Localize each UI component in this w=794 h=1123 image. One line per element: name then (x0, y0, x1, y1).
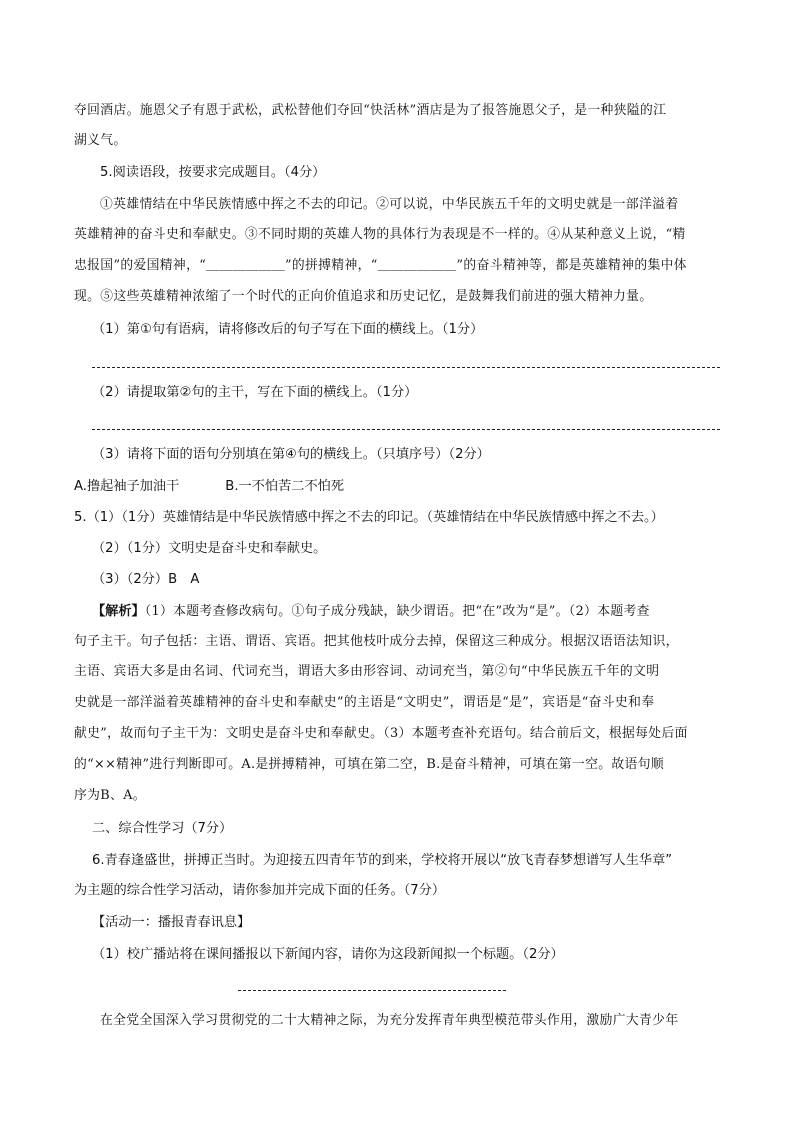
question-6-intro: 6.青春逢盛世，拼搏正当时。为迎接五四青年节的到来，学校将开展以“放飞青春梦想谱写人生华章” (92, 853, 673, 868)
analysis-label: 【解析】 (92, 604, 145, 619)
passage-line: 忠报国”的爱国精神，“＿＿＿＿＿＿”的拼搏精神，“＿＿＿＿＿＿”的奋斗精神等，都是英雄精神的集中体 (74, 258, 687, 273)
question-6-sub-1: （1）校广播站将在课间播报以下新闻内容，请你为这段新闻拟一个标题。（2分） (92, 947, 564, 962)
analysis-line: 献史”，故而句子主干为：文明史是奋斗史和奉献史。（3）本题考查补充语句。结合前后文，根据每处后面 (74, 726, 688, 741)
activity-1-heading: 【活动一：播报青春讯息】 (92, 915, 251, 930)
analysis-text: （1）本题考查修改病句。①句子成分残缺，缺少谓语。把“在”改为“是”。（2）本题考查 (144, 604, 650, 619)
answer-blank-line[interactable] (92, 429, 720, 430)
analysis-line: 序为B、A。 (74, 788, 146, 803)
passage-line: ①英雄情结在中华民族情感中挥之不去的印记。②可以说，中华民族五千年的文明史就是一部洋溢着 (100, 197, 679, 212)
paragraph-line: 夺回酒店。施恩父子有恩于武松，武松替他们夺回“快活林”酒店是为了报答施恩父子，是一种狭隘的江 (74, 103, 667, 118)
answer-blank-line[interactable] (92, 367, 720, 368)
analysis-line: 主语、宾语大多是由名词、代词充当，谓语大多由形容词、动词充当，第②句“中华民族五千年的文明 (74, 664, 660, 679)
answer-3: （3）（2分）B A (92, 572, 200, 587)
paragraph-line: 湖义气。 (74, 133, 127, 148)
analysis-line (92, 602, 740, 622)
title-blank-line[interactable] (238, 990, 506, 991)
passage-line: 英雄精神的奋斗史和奉献史。③不同时期的英雄人物的具体行为表现是不一样的。④从某种意义上说，“精 (74, 227, 686, 242)
answer-2: （2）（1分）文明史是奋斗史和奉献史。 (92, 541, 327, 556)
news-paragraph-line: 在全党全国深入学习贯彻党的二十大精神之际，为充分发挥青年典型模范带头作用，激励广大青少年 (100, 1013, 679, 1028)
section-2-heading: 二、综合性学习（7分） (92, 821, 233, 836)
options-row (74, 477, 722, 497)
sub-question-1: （1）第①句有语病，请将修改后的句子写在下面的横线上。（1分） (92, 322, 484, 337)
sub-question-3: （3）请将下面的语句分别填在第④句的横线上。（只填序号）（2分） (92, 447, 490, 462)
analysis-line: 句子主干。句子包括：主语、谓语、宾语。把其他枝叶成分去掉，保留这三种成分。根据汉语语法知识， (74, 634, 679, 649)
option-a: A.撸起袖子加油干 (74, 479, 180, 494)
question-5-title: 5.阅读语段，按要求完成题目。（4分） (100, 165, 326, 180)
option-b: B.一不怕苦二不怕死 (225, 479, 345, 494)
question-6-intro: 为主题的综合性学习活动，请你参加并完成下面的任务。（7分） (74, 883, 446, 898)
analysis-line: 史就是一部洋溢着英雄精神的奋斗史和奉献史”的主语是“文明史”，谓语是“是”，宾语是“奋斗史和奉 (74, 695, 655, 710)
passage-line: 现。⑤这些英雄精神浓缩了一个时代的正向价值追求和历史记忆，是鼓舞我们前进的强大精神力量。 (74, 289, 653, 304)
answer-1: 5.（1）（1分）英雄情结是中华民族情感中挥之不去的印记。（英雄情结在中华民族情感中挥之不去。） (74, 510, 664, 525)
sub-question-2: （2）请提取第②句的主干，写在下面的横线上。（1分） (92, 385, 418, 400)
analysis-line: 的“××精神”进行判断即可。A.是拼搏精神，可填在第二空，B.是奋斗精神，可填在第一空。故语句顺 (74, 757, 664, 772)
